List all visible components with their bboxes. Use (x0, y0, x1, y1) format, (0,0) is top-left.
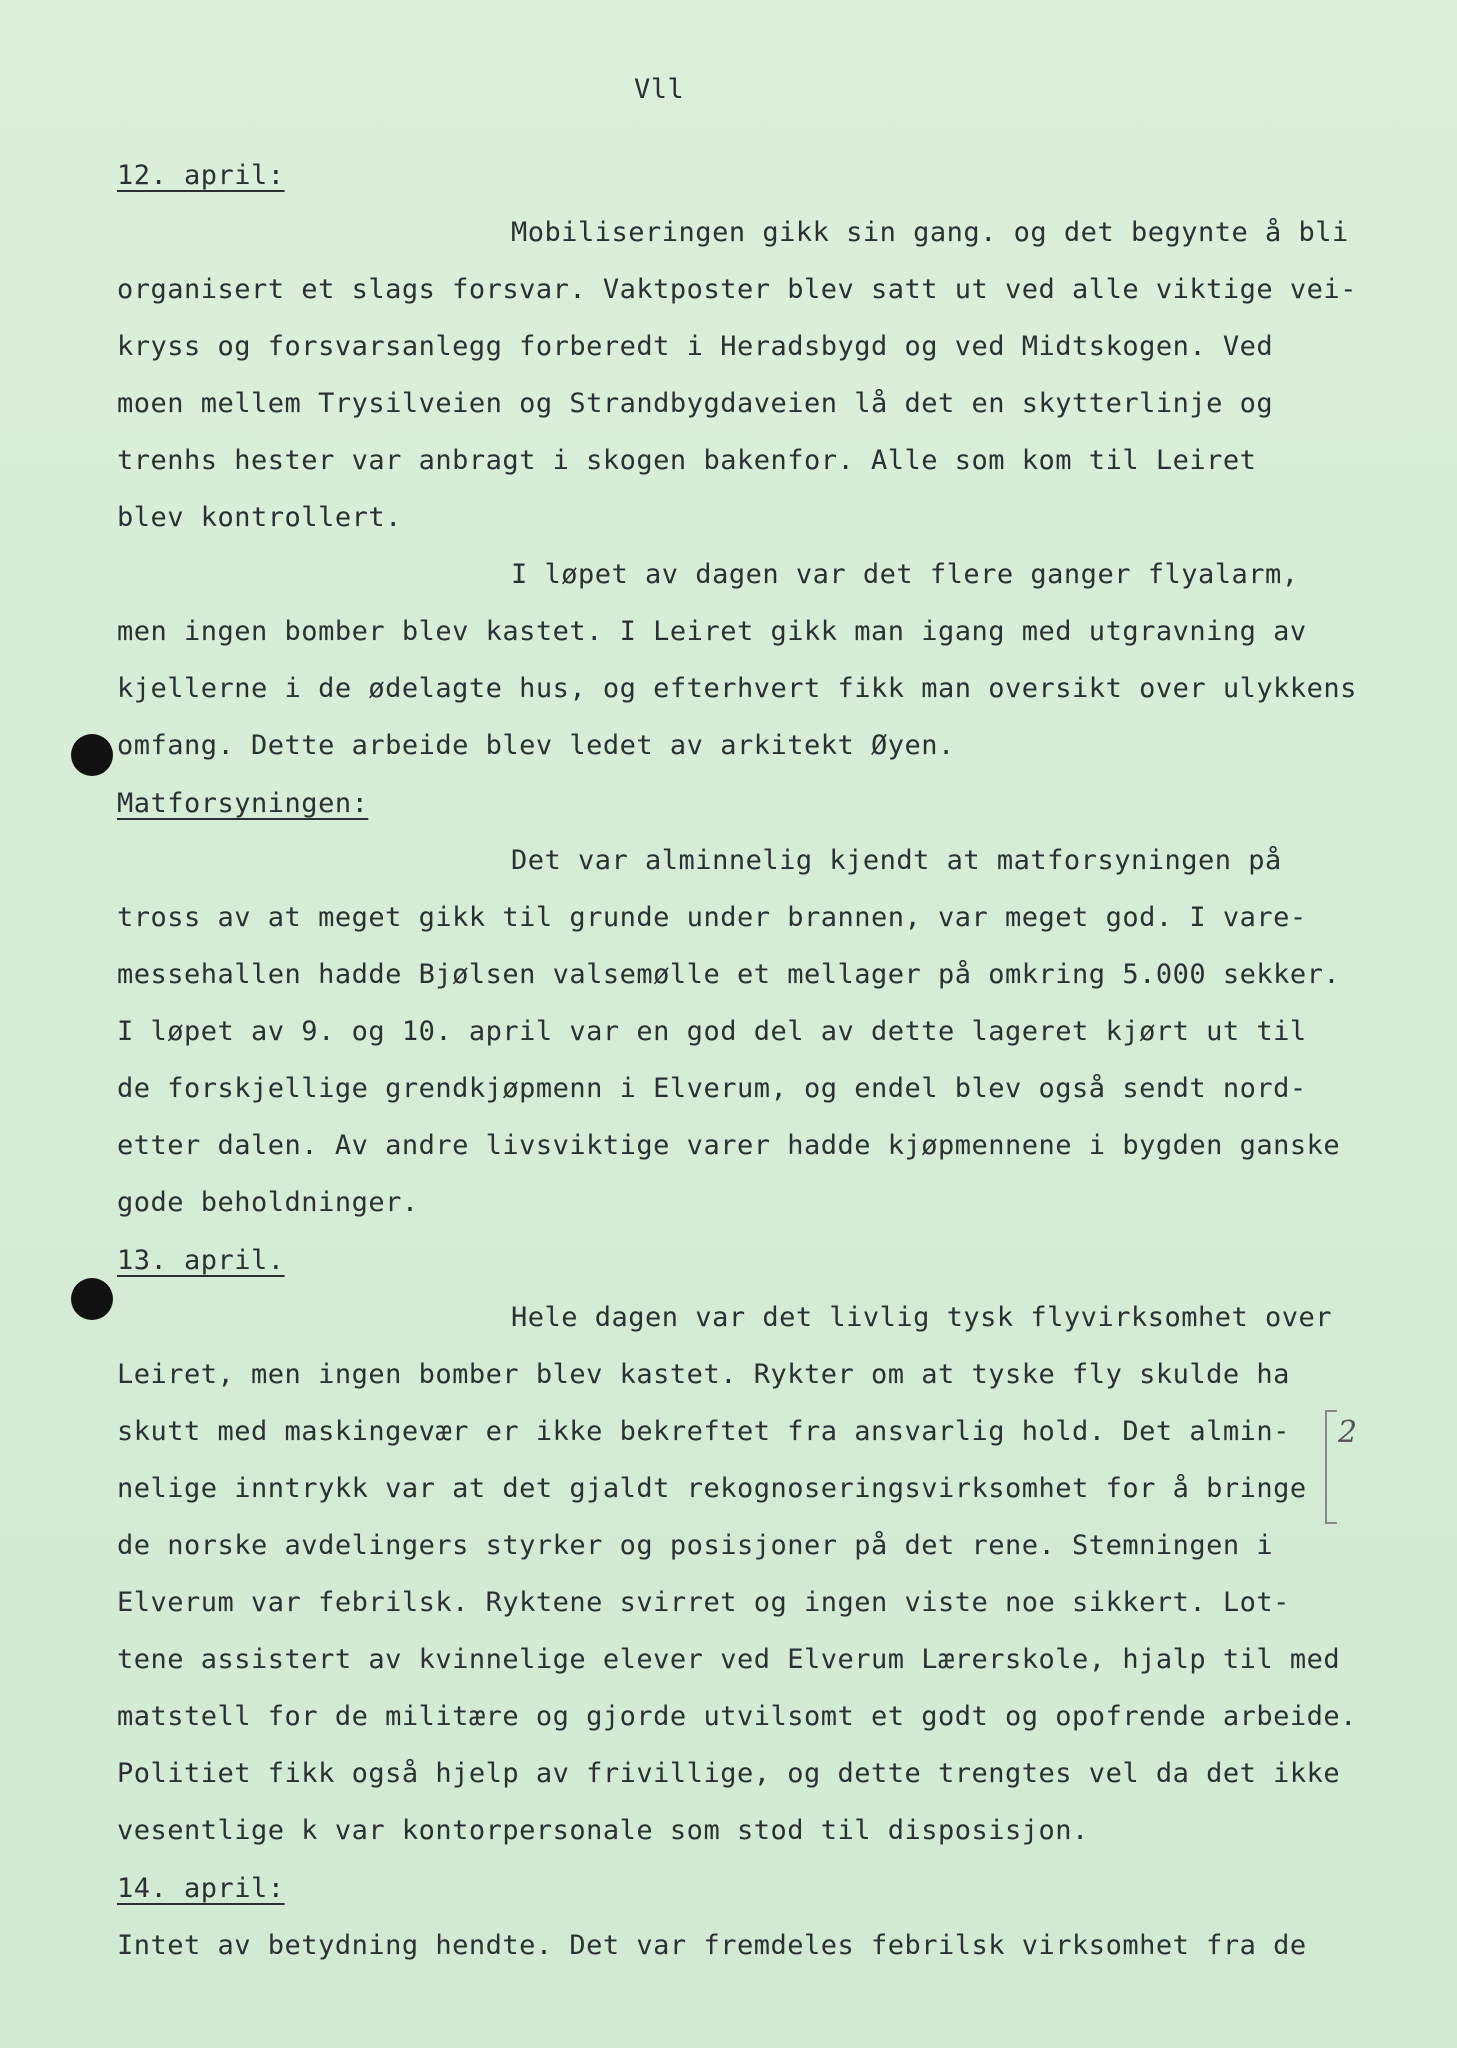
heading-matforsyningen: Matforsyningen: (117, 788, 369, 819)
text-line: organisert et slags forsvar. Vaktposter blev satt ut ved alle viktige vei- (117, 274, 1357, 305)
text-line: messehallen hadde Bjølsen valsemølle et mellager på omkring 5.000 sekker. (117, 959, 1341, 990)
text-line: skutt med maskingevær er ikke bekreftet fra ansvarlig hold. Det almin- (117, 1416, 1290, 1447)
text-line: moen mellem Trysilveien og Strandbygdaveien lå det en skytterlinje og (117, 388, 1274, 419)
punch-hole (71, 734, 113, 776)
text-line: men ingen bomber blev kastet. I Leiret gikk man igang med utgravning av (117, 616, 1307, 647)
text-line: matstell for de militære og gjorde utvilsomt et godt og opofrende arbeide. (117, 1701, 1357, 1732)
heading-13-april: 13. april. (117, 1245, 285, 1276)
text-line: etter dalen. Av andre livsviktige varer hadde kjøpmennene i bygden ganske (117, 1130, 1341, 1161)
text-line: de forskjellige grendkjøpmenn i Elverum, og endel blev også sendt nord- (117, 1073, 1307, 1104)
text-line: Intet av betydning hendte. Det var fremdeles febrilsk virksomhet fra de (117, 1930, 1307, 1961)
text-line: I løpet av 9. og 10. april var en god del av dette lageret kjørt ut til (117, 1016, 1307, 1047)
text-line: nelige inntrykk var at det gjaldt rekognoseringsvirksomhet for å bringe (117, 1473, 1307, 1504)
text-line: Elverum var febrilsk. Ryktene svirret og ingen viste noe sikkert. Lot- (117, 1587, 1290, 1618)
heading-12-april: 12. april: (117, 160, 285, 191)
text-line: de norske avdelingers styrker og posisjoner på det rene. Stemningen i (117, 1530, 1274, 1561)
text-line: I løpet av dagen var det flere ganger flyalarm, (511, 559, 1299, 590)
text-line: Politiet fikk også hjelp av frivillige, og dette trengtes vel da det ikke (117, 1758, 1341, 1789)
punch-hole (71, 1278, 113, 1320)
text-line: trenhs hester var anbragt i skogen bakenfor. Alle som kom til Leiret (117, 445, 1257, 476)
text-line: Det var alminnelig kjendt at matforsyningen på (511, 845, 1282, 876)
text-line: blev kontrollert. (117, 502, 402, 533)
text-line: Hele dagen var det livlig tysk flyvirksomhet over (511, 1302, 1333, 1333)
text-line: omfang. Dette arbeide blev ledet av arkitekt Øyen. (117, 730, 955, 761)
heading-14-april: 14. april: (117, 1873, 285, 1904)
margin-note: 2 (1338, 1415, 1358, 1450)
margin-bracket (1325, 1410, 1337, 1524)
text-line: tene assistert av kvinnelige elever ved Elverum Lærerskole, hjalp til med (117, 1644, 1341, 1675)
text-line: Leiret, men ingen bomber blev kastet. Rykter om at tyske fly skulde ha (117, 1359, 1290, 1390)
text-line: kryss og forsvarsanlegg forberedt i Heradsbygd og ved Midtskogen. Ved (117, 331, 1274, 362)
text-line: gode beholdninger. (117, 1187, 419, 1218)
page-number: Vll (634, 74, 685, 105)
text-line: vesentlige k var kontorpersonale som stod til disposisjon. (117, 1815, 1089, 1846)
text-line: kjellerne i de ødelagte hus, og efterhvert fikk man oversikt over ulykkens (117, 673, 1357, 704)
text-line: tross av at meget gikk til grunde under brannen, var meget god. I vare- (117, 902, 1307, 933)
text-line: Mobiliseringen gikk sin gang. og det begynte å bli (511, 217, 1349, 248)
